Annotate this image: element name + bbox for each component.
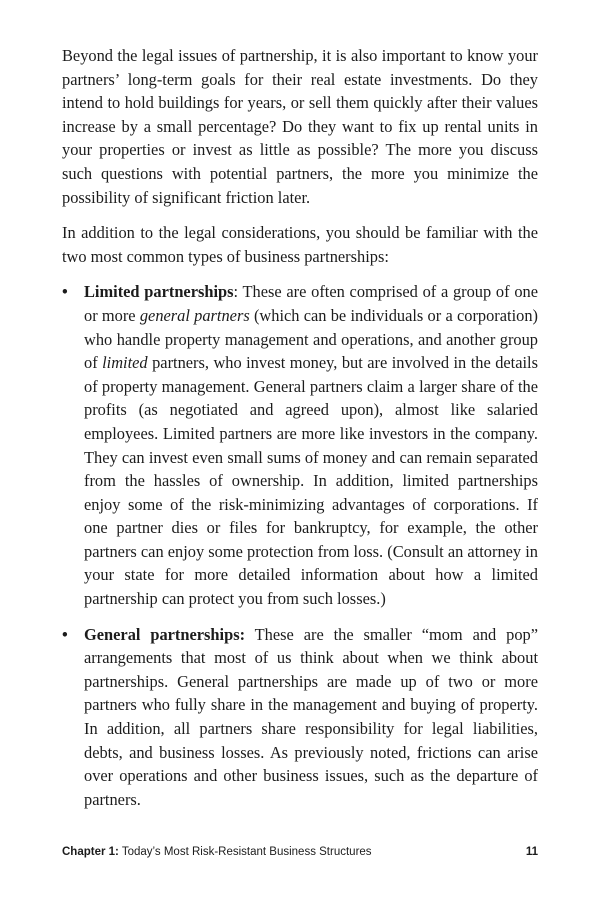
page-body bbox=[62, 44, 538, 823]
partnership-types-list bbox=[62, 280, 538, 811]
limited-text-part-1: These are often comprised of a group of one or more bbox=[84, 282, 538, 325]
page-number: 11 bbox=[525, 846, 538, 858]
paragraph-partner-goals: Beyond the legal issues of partnership, it is also important to know your partners’ long-term goals for their real estate investments. Do they intend to hold buildings for years, or sell them quickly after their values increase by a small percentage? Do they want to fix up rental units in your properties or invest as little as possible? The more you discuss such questions with potential partners, the more you minimize the possibility of significant friction later. bbox=[62, 46, 538, 207]
list-item-general-partnerships bbox=[62, 623, 538, 812]
term-colon: : bbox=[233, 282, 239, 302]
footer-chapter-label: Chapter 1: bbox=[62, 846, 119, 858]
page-footer bbox=[62, 846, 538, 858]
list-item-limited-partnerships bbox=[62, 280, 538, 610]
italic-limited: limited bbox=[102, 353, 148, 373]
term-limited-partnerships: Limited partnerships bbox=[84, 282, 234, 302]
bullet-icon: • bbox=[62, 624, 68, 644]
term-general-partnerships: General partnerships: bbox=[84, 624, 246, 644]
general-text: These are the smaller “mom and pop” arrangements that most of us think about when we think about partnerships. General partnerships are made up of two or more partners who fully share in the management and buying of property. In addition, all partners share responsibility for legal liabilities, debts, and business losses. As previously noted, frictions can arise over operations and other business issues, such as the departure of partners. bbox=[84, 624, 539, 809]
paragraph-partnership-types-intro: In addition to the legal considerations, you should be familiar with the two most common types of business partnerships: bbox=[62, 223, 538, 266]
limited-text-part-2: (which can be individuals or a corporation) who handle property management and operations, and another group of bbox=[84, 305, 538, 373]
footer-chapter-title: Today’s Most Risk-Resistant Business Structures bbox=[118, 846, 372, 858]
limited-text-part-3: partners, who invest money, but are involved in the details of property management. General partners claim a larger share of the profits (as negotiated and agreed upon), almost like salaried employees. Limited partners are more like investors in the company. They can invest even small sums of money and can remain separated from the hassles of ownership. In addition, limited partnerships enjoy some of the risk-minimizing advantages of corporations. If one partner dies or files for bankruptcy, for example, the other partners can enjoy some protection from loss. (Consult an attorney in your state for more detailed information about how a limited partnership can protect you from such losses.) bbox=[84, 353, 538, 609]
italic-general-partners: general partners bbox=[139, 305, 250, 325]
bullet-icon: • bbox=[62, 282, 68, 302]
